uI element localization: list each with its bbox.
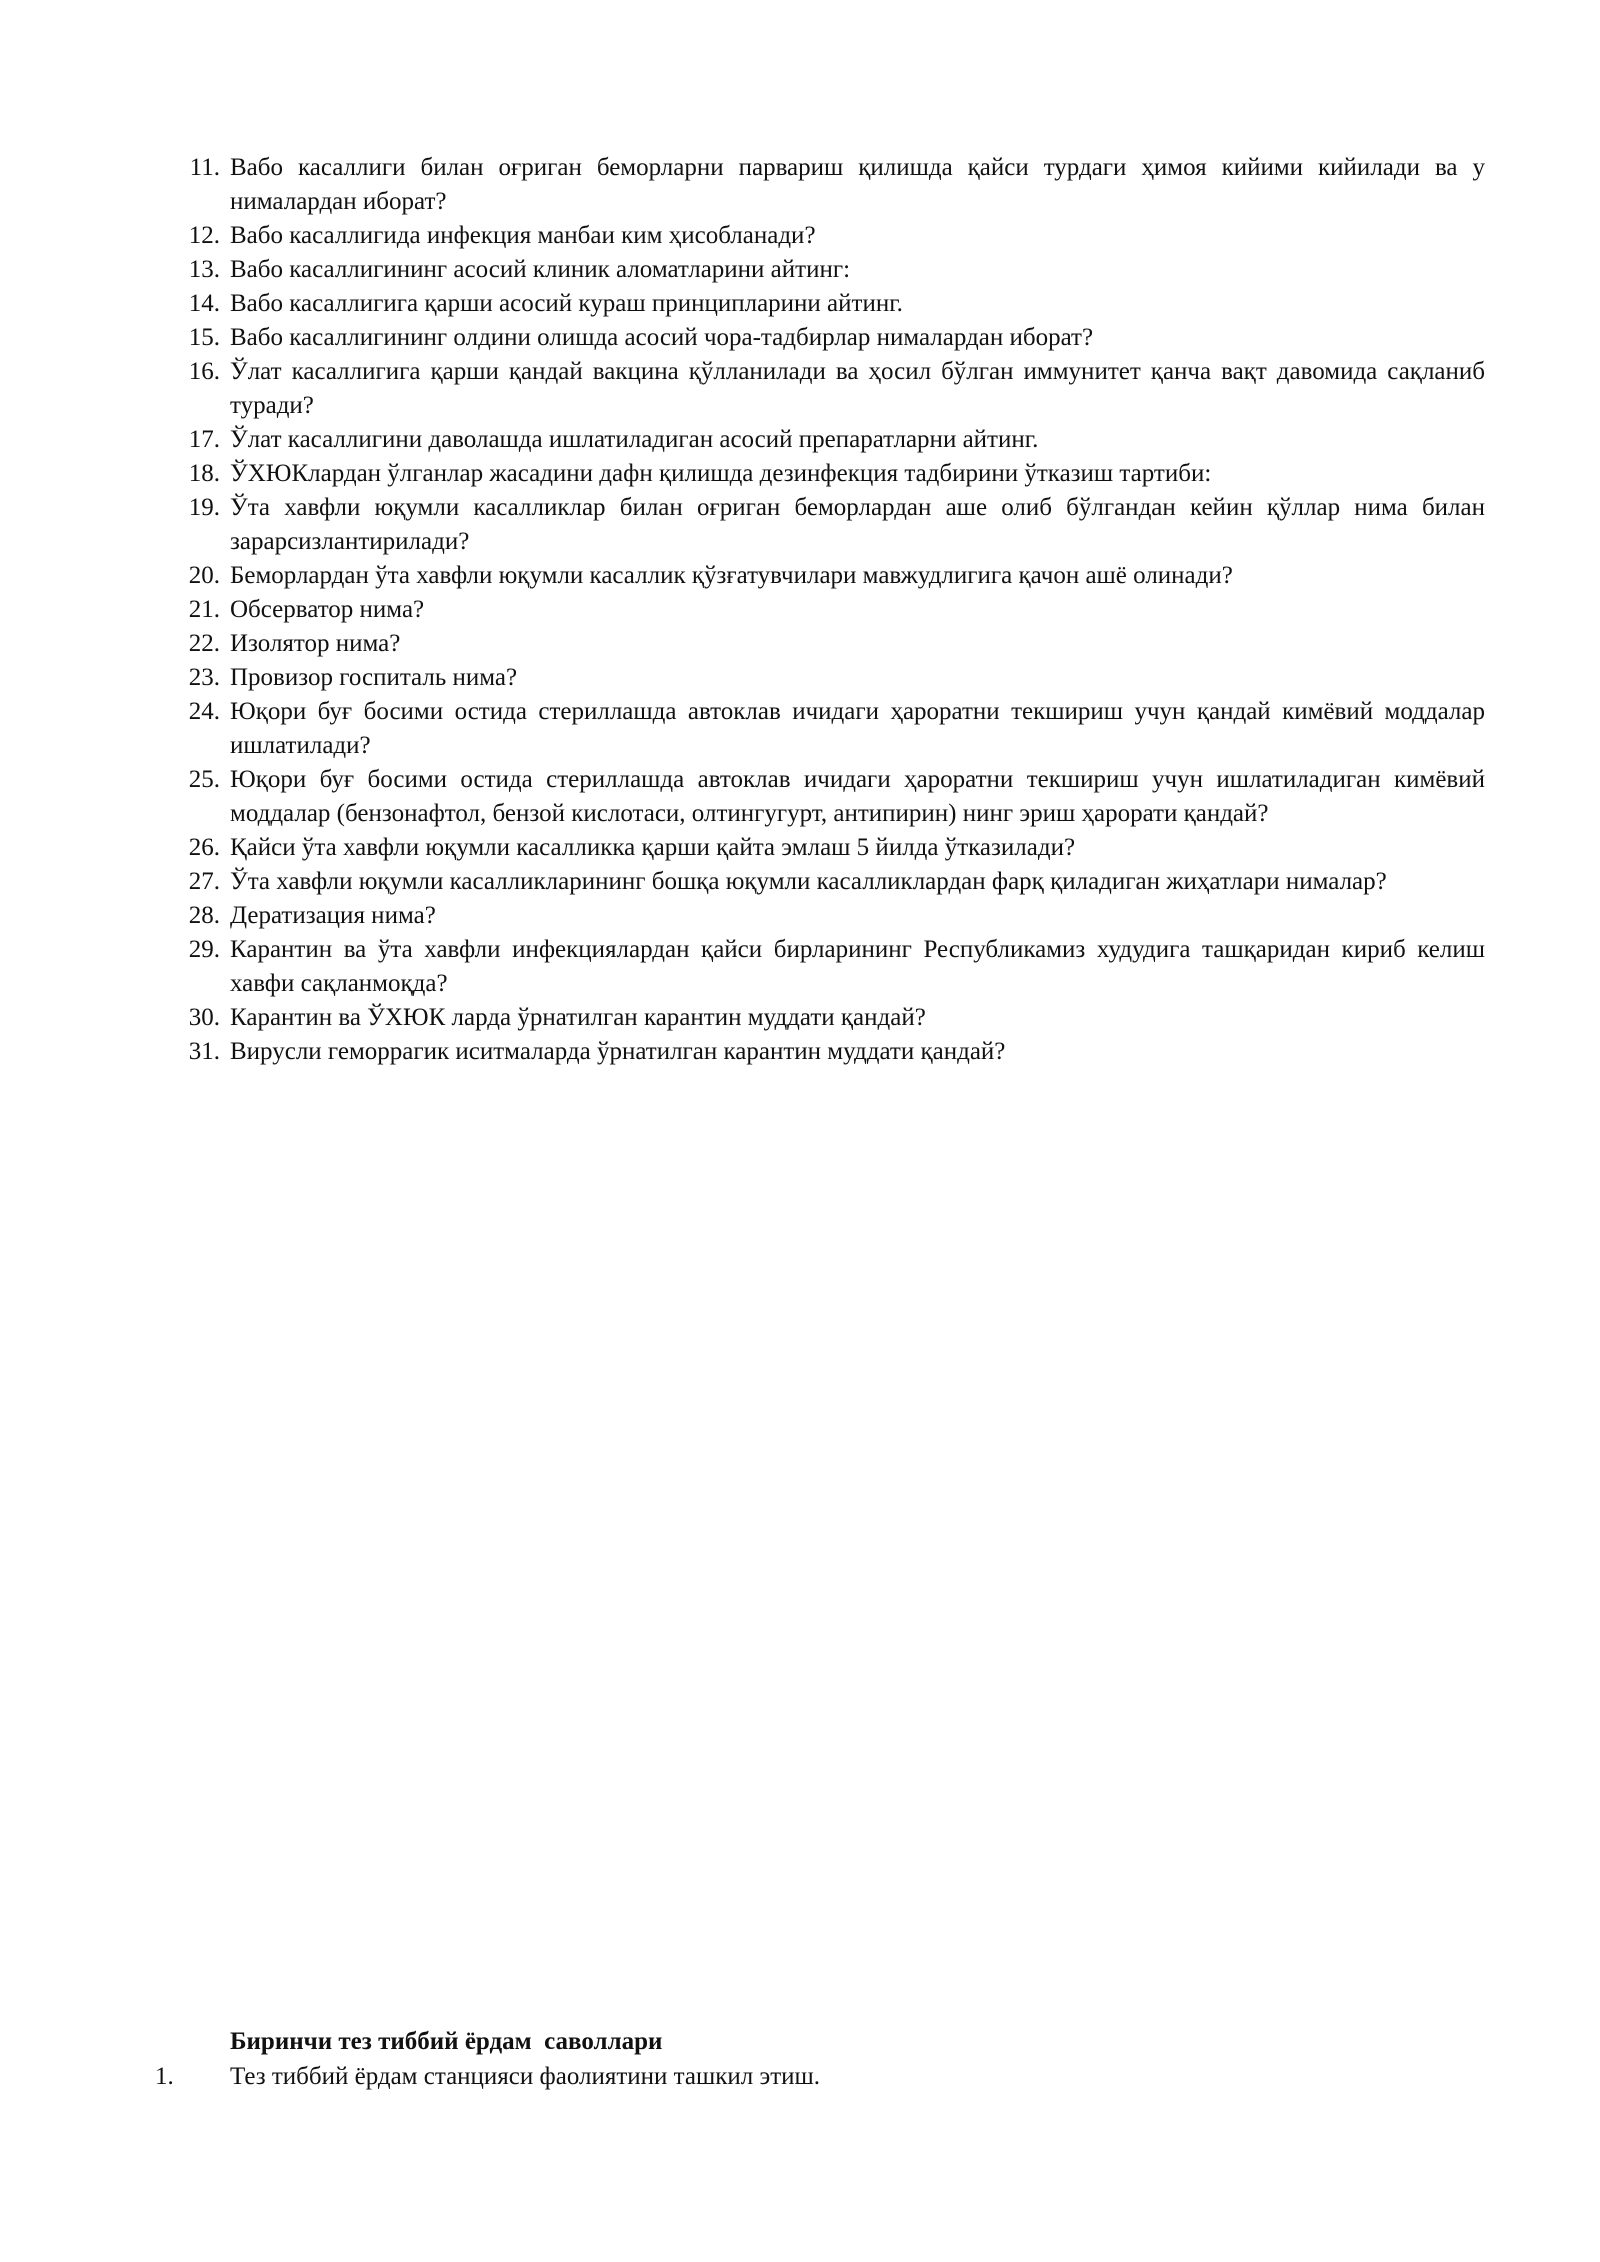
question-text: Карантин ва ЎХЮК ларда ўрнатилган карантин муддати қандай? <box>230 1004 926 1031</box>
question-number: 11. <box>189 154 220 181</box>
question-text: Дератизация нима? <box>230 902 436 929</box>
question-text: Қайси ўта хавфли юқумли касалликка қарши қайта эмлаш 5 йилда ўтказилади? <box>230 834 1076 861</box>
question-number: 14. <box>188 290 220 317</box>
question-item <box>170 1001 1485 1035</box>
question-number: 21. <box>188 596 220 623</box>
question-number: 25. <box>188 766 220 793</box>
question-number: 20. <box>188 562 220 589</box>
question-number: 13. <box>188 256 220 283</box>
question-text: Вабо касаллигига қарши асосий кураш принципларини айтинг. <box>230 290 903 317</box>
question-number: 26. <box>188 834 220 861</box>
question-item <box>170 287 1485 321</box>
question-item <box>170 763 1485 831</box>
question-number: 23. <box>188 664 220 691</box>
question-item <box>170 151 1485 219</box>
question-text: Карантин ва ўта хавфли инфекциялардан қайси бирларининг Республикамиз худудига ташқаридан кириб келиш хавфи сақланмоқда? <box>230 936 1485 997</box>
question-item <box>170 831 1485 865</box>
question-text: Обсерватор нима? <box>230 596 425 623</box>
question-number: 17. <box>188 426 220 453</box>
question-number: 31. <box>188 1038 220 1065</box>
question-text: Вабо касаллигининг асосий клиник аломатларини айтинг: <box>230 256 851 283</box>
question-text: Тез тиббий ёрдам станцияси фаолиятини ташкил этиш. <box>230 2063 821 2090</box>
question-text: Ўлат касаллигини даволашда ишлатиладиган асосий препаратларни айтинг. <box>230 426 1039 453</box>
question-item <box>170 593 1485 627</box>
question-number: 15. <box>188 324 220 351</box>
question-item <box>170 661 1485 695</box>
question-item <box>170 1035 1485 1069</box>
section-heading: Биринчи тез тиббий ёрдам саволлари <box>230 2028 663 2055</box>
question-item <box>170 355 1485 423</box>
question-item <box>170 695 1485 763</box>
question-number: 18. <box>188 460 220 487</box>
question-text: Вабо касаллигида инфекция манбаи ким ҳисобланади? <box>230 222 816 249</box>
question-number: 24. <box>188 698 220 725</box>
question-number: 28. <box>188 902 220 929</box>
question-number: 1. <box>155 2063 174 2090</box>
question-number: 22. <box>188 630 220 657</box>
question-number: 30. <box>188 1004 220 1031</box>
question-text: Юқори буғ босими остида стериллашда автоклав ичидаги ҳароратни текшириш учун қандай кимёвий моддалар ишлатилади? <box>230 698 1485 759</box>
question-item <box>170 253 1485 287</box>
question-text: Ўта хавфли юқумли касалликлар билан оғриган беморлардан аше олиб бўлгандан кейин қўллар нима билан зарарсизлантирилади? <box>230 494 1485 555</box>
question-item <box>170 559 1485 593</box>
question-number: 27. <box>188 868 220 895</box>
question-text: Ўлат касаллигига қарши қандай вакцина қўлланилади ва ҳосил бўлган иммунитет қанча вақт давомида сақланиб туради? <box>230 358 1485 419</box>
question-text: Вабо касаллиги билан оғриган беморларни парвариш қилишда қайси турдаги ҳимоя кийими кийилади ва у нималардан иборат? <box>230 154 1485 215</box>
question-item <box>170 321 1485 355</box>
question-item <box>170 899 1485 933</box>
question-item <box>170 423 1485 457</box>
question-text: Ўта хавфли юқумли касалликларининг бошқа юқумли касалликлардан фарқ қиладиган жиҳатлари нималар? <box>230 868 1387 895</box>
question-text: Юқори буғ босими остида стериллашда автоклав ичидаги ҳароратни текшириш учун ишлатиладиган кимёвий моддалар (бензонафтол, бензой кислотаси, олтингугурт, антипирин) нинг эриш ҳарорати қандай? <box>230 766 1485 827</box>
question-item <box>170 491 1485 559</box>
question-number: 19. <box>188 494 220 521</box>
question-number: 16. <box>188 358 220 385</box>
question-text: Вирусли геморрагик иситмаларда ўрнатилган карантин муддати қандай? <box>230 1038 1006 1065</box>
question-list <box>170 151 1485 1069</box>
question-number: 12. <box>188 222 220 249</box>
question-text: ЎХЮКлардан ўлганлар жасадини дафн қилишда дезинфекция тадбирини ўтказиш тартиби: <box>230 460 1212 487</box>
question-text: Беморлардан ўта хавфли юқумли касаллик қўзғатувчилари мавжудлигига қачон ашё олинади? <box>230 562 1233 589</box>
question-item <box>170 865 1485 899</box>
question-item <box>170 457 1485 491</box>
question-item <box>170 933 1485 1001</box>
question-text: Вабо касаллигининг олдини олишда асосий чора-тадбирлар нималардан иборат? <box>230 324 1094 351</box>
question-item <box>170 627 1485 661</box>
question-text: Провизор госпиталь нима? <box>230 664 518 691</box>
question-number: 29. <box>188 936 220 963</box>
question-item <box>170 219 1485 253</box>
question-text: Изолятор нима? <box>230 630 401 657</box>
